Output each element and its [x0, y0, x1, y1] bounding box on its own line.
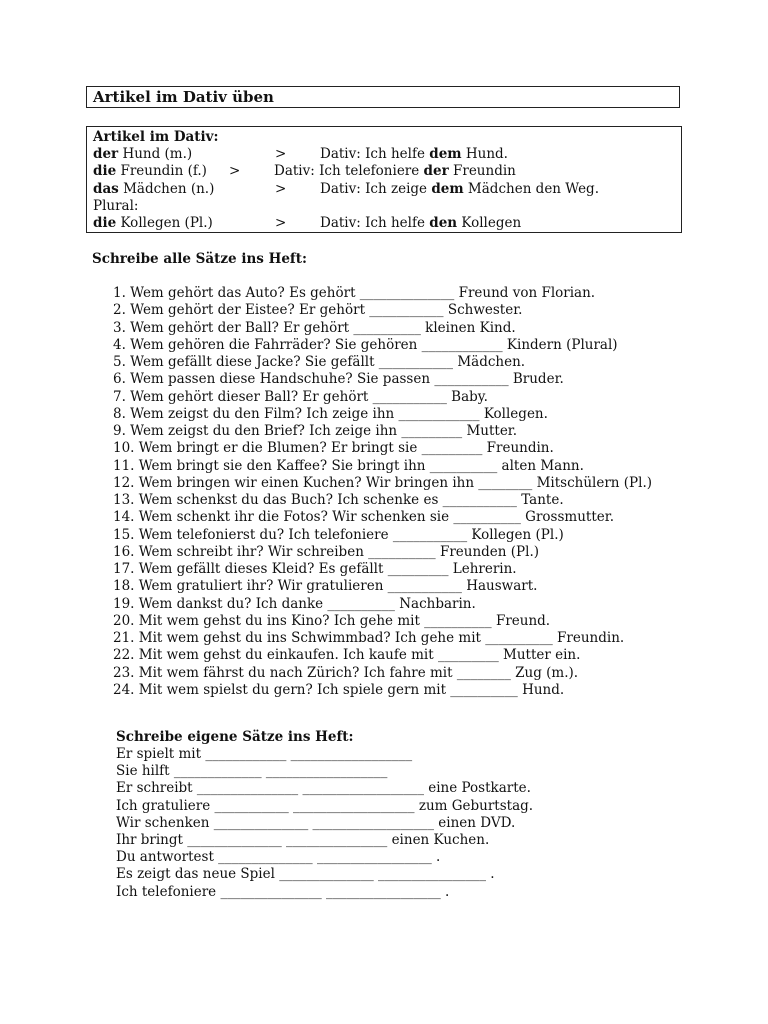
exercise-item: 16. Wem schreibt ihr? Wir schreiben __________ Freunden (Pl.): [113, 543, 540, 560]
rule-article: der: [93, 146, 119, 163]
rule-arrow: >: [275, 146, 287, 163]
rule-arrow: >: [229, 163, 241, 180]
exercise-item: 12. Wem bringen wir einen Kuchen? Wir bringen ihn ________ Mitschülern (Pl.): [113, 474, 653, 491]
exercise-item: 7. Wem gehört dieser Ball? Er gehört ___________ Baby.: [113, 388, 488, 405]
exercise-item: 23. Mit wem fährst du nach Zürich? Ich fahre mit ________ Zug (m.).: [113, 664, 579, 681]
exercise-item: 3. Wem gehört der Ball? Er gehört __________ kleinen Kind.: [113, 319, 516, 336]
rule-example: Dativ: Ich telefoniere der Freundin: [274, 163, 516, 180]
rule-example: Dativ: Ich helfe dem Hund.: [320, 146, 508, 163]
plural-label: Plural:: [93, 197, 139, 214]
rule-noun: Freundin (f.): [116, 163, 207, 180]
own-sentence-line: Wir schenken ______________ __________________ einen DVD.: [116, 814, 516, 831]
section-heading-all-sentences: Schreibe alle Sätze ins Heft:: [92, 251, 307, 267]
rule-row-masculine: [93, 146, 675, 163]
exercise-item: 20. Mit wem gehst du ins Kino? Ich gehe mit __________ Freund.: [113, 612, 551, 629]
exercise-item: 6. Wem passen diese Handschuhe? Sie passen ___________ Bruder.: [113, 371, 564, 388]
own-sentence-line: Ihr bringt ______________ _______________ einen Kuchen.: [116, 831, 490, 848]
rule-article: die: [93, 163, 117, 180]
rule-row-plural: [93, 215, 675, 232]
rule-noun: Mädchen (n.): [118, 180, 215, 197]
own-sentence-line: Ich telefoniere _______________ _________________ .: [116, 883, 450, 900]
worksheet-title: Artikel im Dativ üben: [86, 86, 680, 108]
exercise-item: 18. Wem gratuliert ihr? Wir gratulieren ___________ Hauswart.: [113, 578, 538, 595]
exercise-item: 24. Mit wem spielst du gern? Ich spiele gern mit __________ Hund.: [113, 681, 565, 698]
rule-example: Dativ: Ich helfe den Kollegen: [320, 214, 522, 231]
exercise-item: 19. Wem dankst du? Ich danke __________ Nachbarin.: [113, 595, 476, 612]
rule-arrow: >: [275, 180, 287, 197]
rule-noun: Hund (m.): [118, 146, 193, 163]
own-sentence-line: Ich gratuliere ___________ __________________ zum Geburtstag.: [116, 797, 534, 814]
exercise-item: 8. Wem zeigst du den Film? Ich zeige ihn ____________ Kollegen.: [113, 405, 548, 422]
own-sentence-line: Sie hilft _____________ __________________: [116, 763, 388, 780]
exercise-item: 15. Wem telefonierst du? Ich telefoniere ___________ Kollegen (Pl.): [113, 526, 564, 543]
own-sentence-line: Du antwortest ______________ _________________ .: [116, 849, 441, 866]
rule-noun: Kollegen (Pl.): [116, 214, 213, 231]
exercise-item: 2. Wem gehört der Eistee? Er gehört ___________ Schwester.: [113, 302, 523, 319]
rules-heading: Artikel im Dativ:: [93, 129, 219, 145]
rule-row-neuter: [93, 181, 675, 198]
own-sentence-line: Er spielt mit ____________ __________________: [116, 746, 413, 762]
exercise-item: 1. Wem gehört das Auto? Es gehört ______________ Freund von Florian.: [113, 285, 596, 301]
exercise-item: 17. Wem gefällt dieses Kleid? Es gefällt _________ Lehrerin.: [113, 561, 517, 577]
exercise-item: 4. Wem gehören die Fahrräder? Sie gehören ____________ Kindern (Plural): [113, 336, 618, 353]
exercise-item: 9. Wem zeigst du den Brief? Ich zeige ihn _________ Mutter.: [113, 423, 518, 439]
rule-arrow: >: [275, 214, 287, 231]
own-sentence-line: Es zeigt das neue Spiel ______________ ________________ .: [116, 866, 495, 883]
own-sentence-list: [116, 746, 533, 901]
exercise-item: 11. Wem bringt sie den Kaffee? Sie bringt ihn __________ alten Mann.: [113, 457, 584, 474]
rule-article: das: [93, 180, 119, 197]
exercise-item: 14. Wem schenkt ihr die Fotos? Wir schenken sie __________ Grossmutter.: [113, 509, 615, 526]
own-sentence-line: Er schreibt _______________ __________________ eine Postkarte.: [116, 780, 531, 797]
exercise-item: 13. Wem schenkst du das Buch? Ich schenke es ___________ Tante.: [113, 492, 564, 508]
rule-article: die: [93, 214, 117, 231]
exercise-item: 22. Mit wem gehst du einkaufen. Ich kaufe mit _________ Mutter ein.: [113, 647, 581, 664]
rule-row-feminine: [93, 163, 675, 180]
exercise-item: 21. Mit wem gehst du ins Schwimmbad? Ich gehe mit __________ Freundin.: [113, 630, 625, 646]
dative-rules-box: [86, 126, 682, 233]
exercise-list: [113, 285, 652, 699]
rule-example: Dativ: Ich zeige dem Mädchen den Weg.: [320, 180, 599, 197]
section-heading-own-sentences: Schreibe eigene Sätze ins Heft:: [116, 729, 354, 745]
exercise-item: 5. Wem gefällt diese Jacke? Sie gefällt ___________ Mädchen.: [113, 354, 526, 370]
exercise-item: 10. Wem bringt er die Blumen? Er bringt sie _________ Freundin.: [113, 440, 554, 457]
